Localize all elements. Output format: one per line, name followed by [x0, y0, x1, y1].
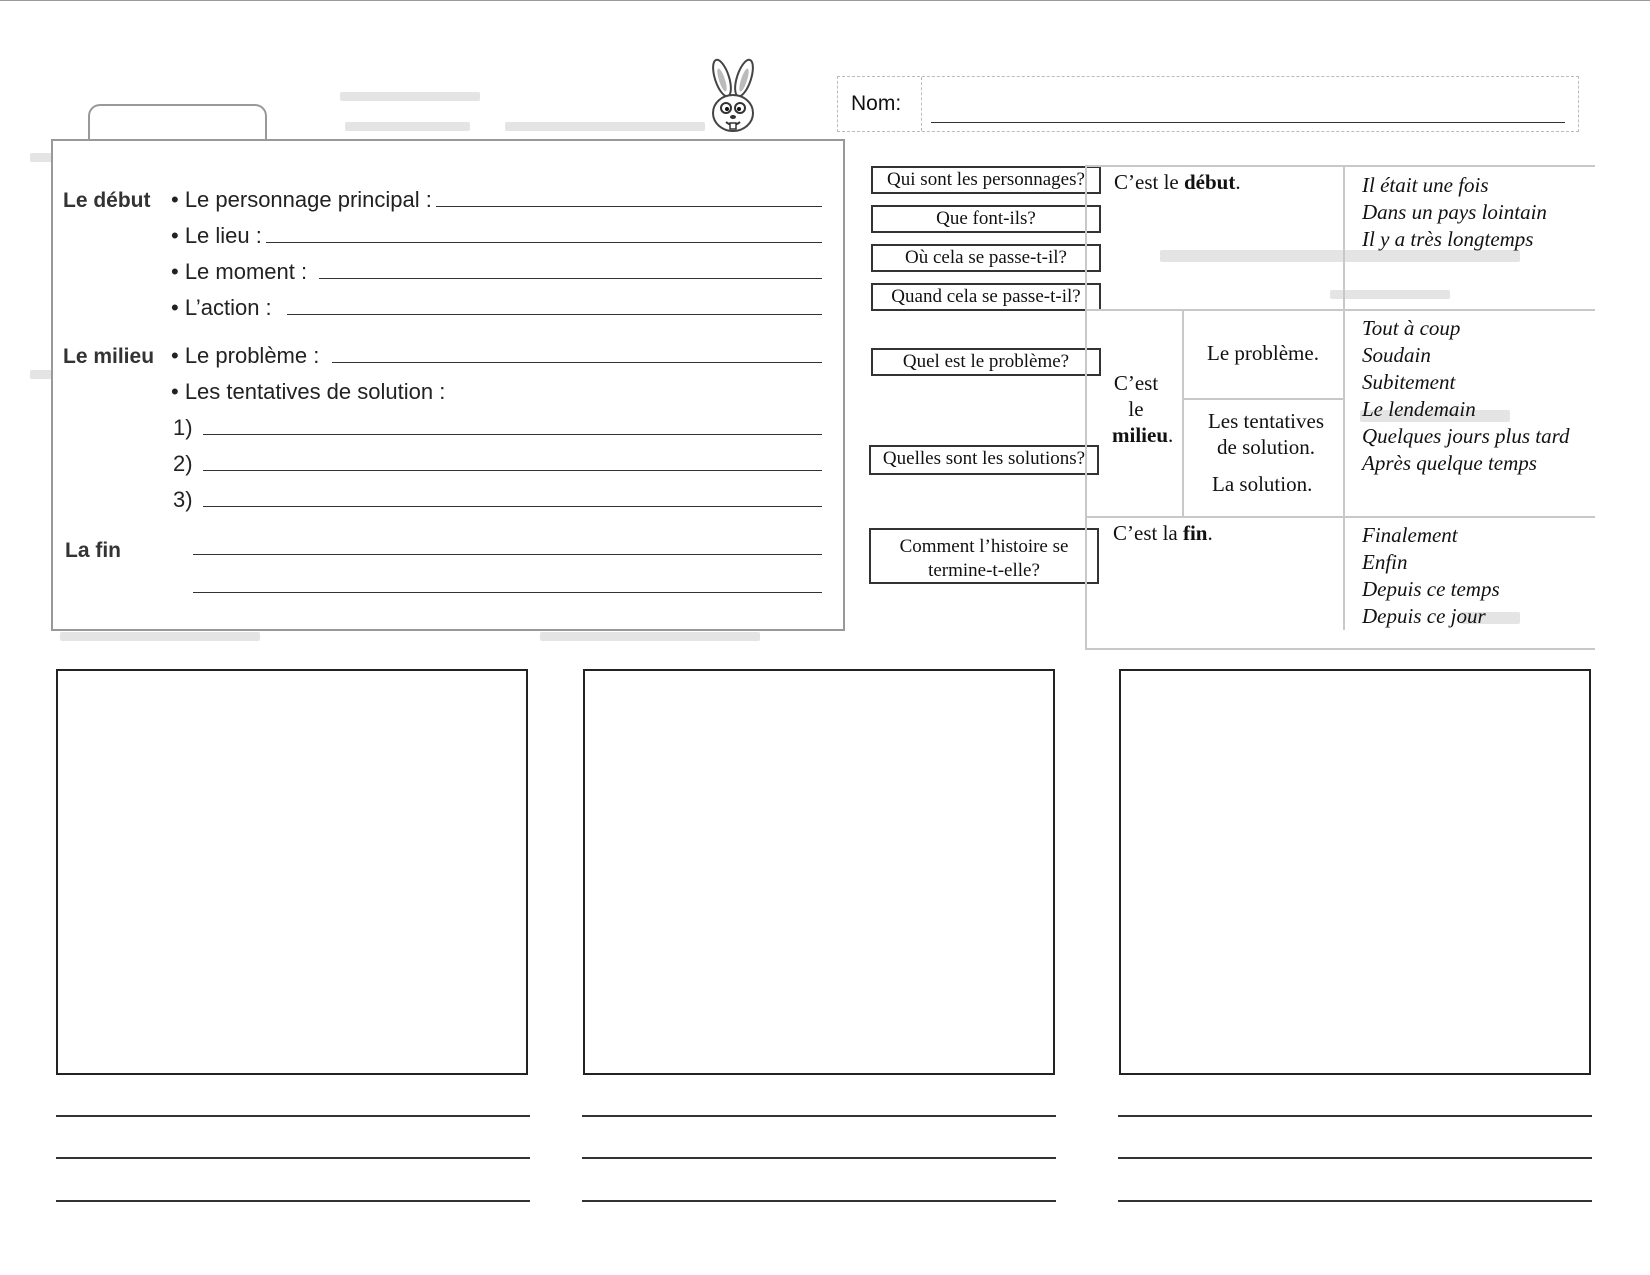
moment-label: • Le moment : — [171, 259, 308, 284]
caption-line-milieu-2[interactable] — [582, 1157, 1056, 1159]
story-map-card — [51, 139, 845, 631]
debut-row-label: C’est le début. — [1114, 170, 1241, 194]
solution-number-1: 1) — [173, 415, 193, 440]
fin-row-label: C’est la fin. — [1113, 521, 1213, 545]
fin-write-line-1[interactable] — [193, 554, 822, 555]
personnage-principal-label: • Le personnage principal : — [171, 187, 432, 212]
solution-1-write-line[interactable] — [203, 434, 822, 435]
lieu-label: • Le lieu : — [171, 223, 262, 248]
name-field-divider — [921, 77, 922, 131]
drawing-box-debut[interactable] — [56, 669, 528, 1075]
caption-line-debut-1[interactable] — [56, 1115, 530, 1117]
transition-words-debut: Il était une fois Dans un pays lointain Il y a très longtemps — [1362, 173, 1547, 251]
personnage-principal-write-line[interactable] — [436, 206, 822, 207]
name-write-line[interactable] — [931, 122, 1565, 123]
question-ou: Où cela se passe-t-il? — [871, 244, 1101, 272]
milieu-row-label: C’est le milieu. — [1112, 371, 1174, 447]
question-solutions: Quelles sont les solutions? — [869, 445, 1099, 475]
caption-line-milieu-3[interactable] — [582, 1200, 1056, 1202]
lieu-write-line[interactable] — [266, 242, 822, 243]
transition-words-fin: Finalement Enfin Depuis ce temps Depuis ce jour — [1362, 523, 1500, 628]
moment-write-line[interactable] — [319, 278, 822, 279]
action-write-line[interactable] — [287, 314, 822, 315]
caption-line-milieu-1[interactable] — [582, 1115, 1056, 1117]
caption-line-debut-2[interactable] — [56, 1157, 530, 1159]
section-milieu-label: Le milieu — [63, 345, 155, 368]
sub-probleme-label: Le problème. — [1207, 341, 1319, 365]
caption-line-debut-3[interactable] — [56, 1200, 530, 1202]
rabbit-mascot-icon — [700, 58, 770, 140]
question-fin: Comment l’histoire se termine-t-elle? — [869, 528, 1099, 584]
caption-line-fin-3[interactable] — [1118, 1200, 1592, 1202]
solution-number-3: 3) — [173, 487, 193, 512]
drawing-box-milieu[interactable] — [583, 669, 1055, 1075]
fin-write-line-2[interactable] — [193, 592, 822, 593]
solution-number-2: 2) — [173, 451, 193, 476]
transition-words-milieu: Tout à coup Soudain Subitement Le lendemain Quelques jours plus tard Après quelque temps — [1362, 316, 1570, 475]
caption-line-fin-1[interactable] — [1118, 1115, 1592, 1117]
tentatives-label: • Les tentatives de solution : — [171, 379, 446, 404]
page-top-border — [0, 0, 1650, 1]
drawing-box-fin[interactable] — [1119, 669, 1591, 1075]
action-label: • L’action : — [171, 295, 272, 320]
solution-2-write-line[interactable] — [203, 470, 822, 471]
solution-3-write-line[interactable] — [203, 506, 822, 507]
probleme-write-line[interactable] — [332, 362, 822, 363]
sub-solution-label: La solution. — [1212, 472, 1313, 496]
section-debut-label: Le début — [63, 189, 151, 212]
question-personnages: Qui sont les personnages? — [871, 166, 1101, 194]
question-quand: Quand cela se passe-t-il? — [871, 283, 1101, 311]
probleme-label: • Le problème : — [171, 343, 320, 368]
name-label: Nom: — [851, 92, 902, 115]
name-field-box — [837, 76, 1579, 132]
question-probleme: Quel est le problème? — [871, 348, 1101, 376]
section-fin-label: La fin — [65, 539, 121, 562]
caption-line-fin-2[interactable] — [1118, 1157, 1592, 1159]
sub-tentatives-label: Les tentatives de solution. — [1207, 409, 1325, 459]
question-que-font-ils: Que font-ils? — [871, 205, 1101, 233]
